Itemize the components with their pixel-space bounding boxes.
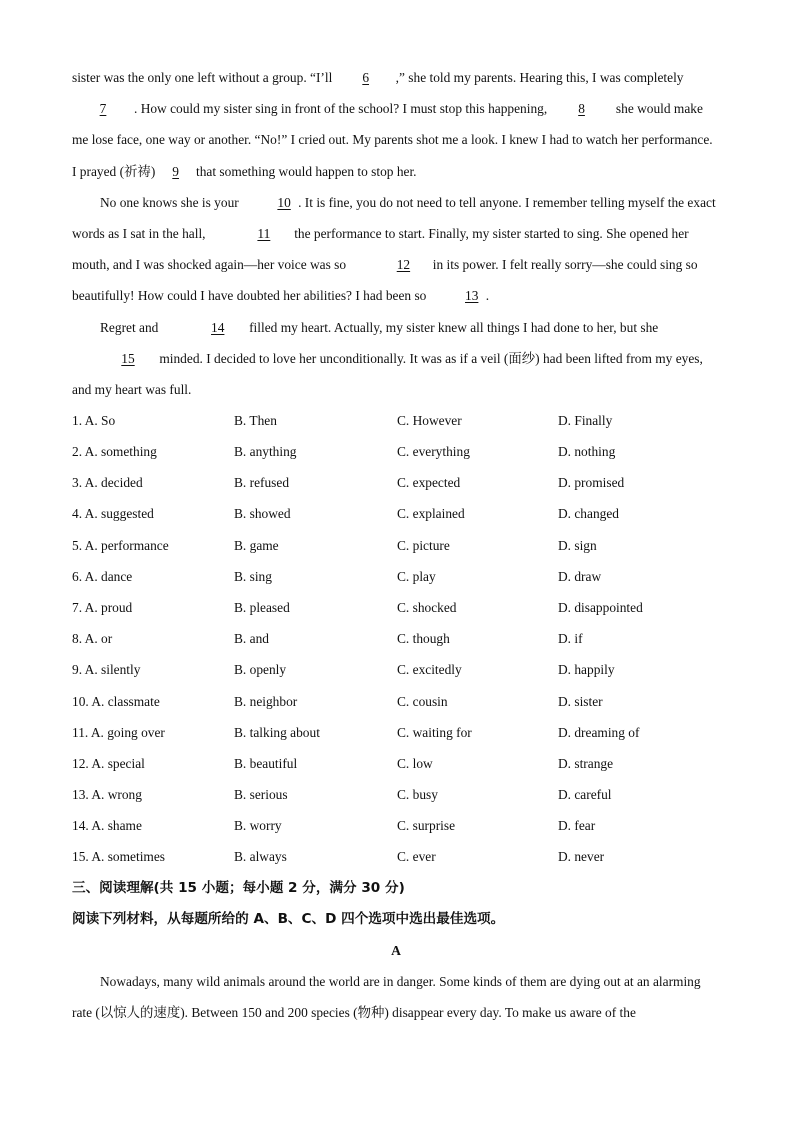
option-c[interactable]: C. waiting for [397,724,472,740]
option-a[interactable]: 7. A. proud [72,599,133,615]
section-title: 三、阅读理解(共 15 小题；每小题 2 分，满分 30 分) [72,880,405,897]
passage-text: . It is fine, you do not need to tell anyone. I remember telling myself the exact words as I sat in the hall, [72,194,716,242]
option-b[interactable]: B. sing [234,568,272,584]
passage-text: that something would happen to stop her. [192,163,417,179]
option-d[interactable]: D. promised [558,475,625,491]
question-11-options [72,717,720,748]
option-a[interactable]: 4. A. suggested [72,506,154,522]
passage-text: the performance to start. Finally, my sister started to sing. She opened her mouth, and I was shocked again—her voice was so [72,226,689,273]
blank-7[interactable]: 7 [99,101,107,117]
blank-11[interactable]: 11 [257,226,271,242]
option-b[interactable]: B. worry [234,818,282,834]
question-14-options [72,811,720,842]
option-d[interactable]: D. disappointed [558,599,643,615]
option-d[interactable]: D. sister [558,693,603,709]
option-a[interactable]: 1. A. So [72,412,116,428]
option-c[interactable]: C. shocked [397,599,457,615]
question-4-options [72,499,720,530]
question-13-options [72,779,720,810]
option-b[interactable]: B. game [234,537,279,553]
option-c[interactable]: C. However [397,412,462,428]
passage-text: minded. I decided to love her unconditionally. It was as if a veil (面纱) had been lifted from my eyes, and my heart was full. [72,350,703,398]
blank-8[interactable]: 8 [578,101,585,117]
option-b[interactable]: B. pleased [234,599,290,615]
option-b[interactable]: B. refused [234,475,290,491]
option-a[interactable]: 14. A. shame [72,818,142,834]
passage-text: sister was the only one left without a group. “I’ll [72,70,336,85]
option-b[interactable]: B. serious [234,787,288,803]
option-d[interactable]: D. sign [558,537,597,553]
passage-text: ,” she told my parents. Hearing this, I was completely [395,70,684,85]
blank-13[interactable]: 13 [465,288,479,304]
reading-passage-text: Nowadays, many wild animals around the world are in danger. Some kinds of them are dying out at an alarming rate (以惊人的速度). Between 150 and 200 species (物种) disappear every day. To make us aware of the [72,974,701,1021]
option-b[interactable]: B. anything [234,444,297,460]
question-2-options [72,436,720,467]
passage-text: Regret and [100,319,162,335]
option-d[interactable]: D. nothing [558,444,616,460]
option-c[interactable]: C. play [397,568,436,584]
blank-9[interactable]: 9 [172,163,179,179]
option-a[interactable]: 13. A. wrong [72,787,142,803]
option-b[interactable]: B. neighbor [234,693,298,709]
section-instruction: 阅读下列材料，从每题所给的 A、B、C、D 四个选项中选出最佳选项。 [72,911,505,928]
question-3-options [72,468,720,499]
option-a[interactable]: 9. A. silently [72,662,141,678]
option-c[interactable]: C. cousin [397,693,448,709]
option-d[interactable]: D. fear [558,818,596,834]
option-d[interactable]: D. careful [558,787,612,803]
passage-paragraph-1 [72,62,720,187]
option-d[interactable]: D. changed [558,506,619,522]
passage-text: No one knows she is your [100,194,243,210]
passage-letter: A [391,943,401,959]
question-12-options [72,748,720,779]
question-10-options [72,686,720,717]
option-d[interactable]: D. if [558,631,583,647]
option-b[interactable]: B. always [234,849,287,865]
question-7-options [72,592,720,623]
option-c[interactable]: C. explained [397,506,465,522]
passage-text: in its power. I felt really sorry—she could sing so beautifully! How could I have doubted her abilities? I had been so [72,257,698,304]
option-b[interactable]: B. and [234,631,269,647]
option-a[interactable]: 11. A. going over [72,724,165,740]
option-d[interactable]: D. never [558,849,605,865]
option-a[interactable]: 5. A. performance [72,537,169,553]
option-b[interactable]: B. beautiful [234,755,298,771]
option-b[interactable]: B. openly [234,662,287,678]
option-c[interactable]: C. everything [397,444,470,460]
document-page [72,62,720,1028]
question-9-options [72,655,720,686]
option-c[interactable]: C. excitedly [397,662,462,678]
blank-6[interactable]: 6 [362,70,370,85]
passage-text: filled my heart. Actually, my sister knew all things I had done to her, but she [245,319,659,335]
option-a[interactable]: 15. A. sometimes [72,849,165,865]
blank-12[interactable]: 12 [396,257,411,273]
passage-paragraph-2 [72,187,720,312]
option-d[interactable]: D. happily [558,662,615,678]
passage-text: she would make me lose face, one way or another. “No!” I cried out. My parents shot me a look. I knew I had to watch her performance. I prayed (祈祷) [72,101,713,179]
passage-text: . How could my sister sing in front of the school? I must stop this happening, [134,101,551,117]
option-d[interactable]: D. draw [558,568,602,584]
option-d[interactable]: D. dreaming of [558,724,640,740]
option-a[interactable]: 2. A. something [72,444,157,460]
option-d[interactable]: D. Finally [558,412,613,428]
question-1-options [72,405,720,436]
option-b[interactable]: B. Then [234,412,277,428]
option-c[interactable]: C. low [397,755,433,771]
answer-options [72,405,720,873]
question-15-options [72,842,720,873]
blank-10[interactable]: 10 [277,194,291,210]
option-d[interactable]: D. strange [558,755,614,771]
option-c[interactable]: C. busy [397,787,438,803]
passage-paragraph-3 [72,312,720,406]
option-b[interactable]: B. talking about [234,724,320,740]
option-a[interactable]: 12. A. special [72,755,145,771]
option-c[interactable]: C. surprise [397,818,456,834]
option-b[interactable]: B. showed [234,506,291,522]
question-6-options [72,561,720,592]
option-a[interactable]: 8. A. or [72,631,113,647]
question-5-options [72,530,720,561]
option-c[interactable]: C. ever [397,849,436,865]
option-c[interactable]: C. though [397,631,450,647]
option-a[interactable]: 6. A. dance [72,568,133,584]
passage-text: . [485,288,490,304]
blank-14[interactable]: 14 [211,319,225,335]
option-c[interactable]: C. picture [397,537,450,553]
option-a[interactable]: 10. A. classmate [72,693,160,709]
option-c[interactable]: C. expected [397,475,461,491]
blank-15[interactable]: 15 [121,350,135,366]
option-a[interactable]: 3. A. decided [72,475,143,491]
question-8-options [72,624,720,655]
